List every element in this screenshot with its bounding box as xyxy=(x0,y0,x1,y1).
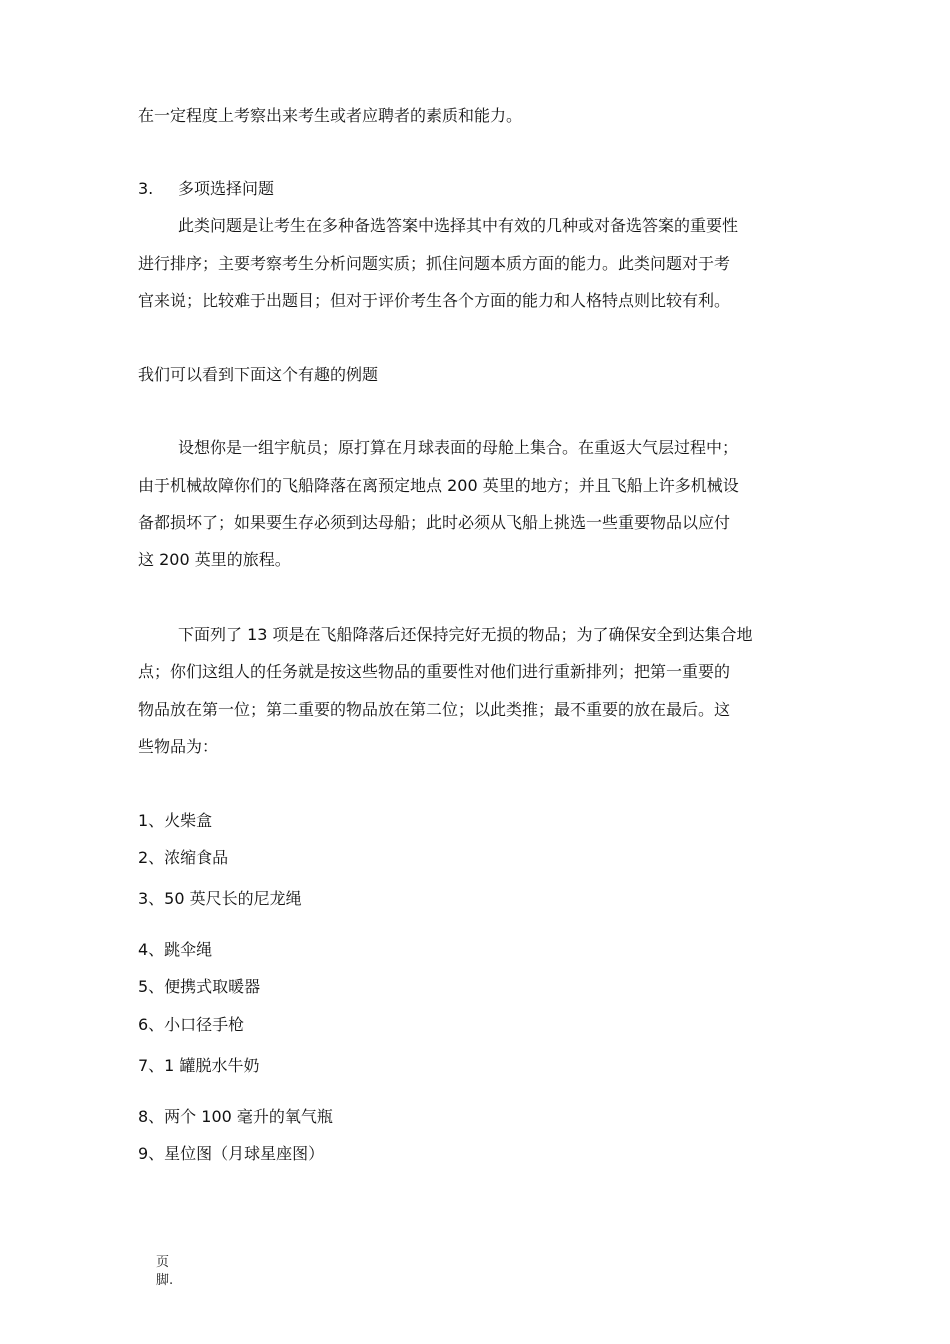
list-item: 6、小口径手枪 xyxy=(138,1015,245,1034)
section-para-line: 官来说；比较难于出题目；但对于评价考生各个方面的能力和人格特点则比较有利。 xyxy=(138,291,731,310)
list-item: 1、火柴盒 xyxy=(138,811,213,830)
scenario-line: 设想你是一组宇航员；原打算在月球表面的母舱上集合。在重返大气层过程中； xyxy=(178,438,739,457)
task-line: 些物品为： xyxy=(138,737,219,756)
footer-line: 页 xyxy=(156,1255,170,1270)
list-item: 4、跳伞绳 xyxy=(138,940,213,959)
scenario-line: 由于机械故障你们的飞船降落在离预定地点 200 英里的地方；并且飞船上许多机械设 xyxy=(138,476,739,495)
scenario-line: 这 200 英里的旅程。 xyxy=(138,550,291,569)
task-line: 物品放在第一位；第二重要的物品放在第二位；以此类推；最不重要的放在最后。这 xyxy=(138,700,731,719)
list-item: 3、50 英尺长的尼龙绳 xyxy=(138,889,302,908)
list-item: 5、便携式取暖器 xyxy=(138,977,261,996)
list-item: 7、1 罐脱水牛奶 xyxy=(138,1056,260,1075)
section-number: 3. xyxy=(138,179,154,198)
footer-line: 脚. xyxy=(156,1273,174,1288)
task-line: 下面列了 13 项是在飞船降落后还保持完好无损的物品；为了确保安全到达集合地 xyxy=(178,625,753,644)
task-line: 点；你们这组人的任务就是按这些物品的重要性对他们进行重新排列；把第一重要的 xyxy=(138,662,731,681)
intro-tail-text: 在一定程度上考察出来考生或者应聘者的素质和能力。 xyxy=(138,106,523,125)
list-item: 8、两个 100 毫升的氧气瓶 xyxy=(138,1107,333,1126)
example-intro-text: 我们可以看到下面这个有趣的例题 xyxy=(138,365,379,384)
section-para-line: 进行排序；主要考察考生分析问题实质；抓住问题本质方面的能力。此类问题对于考 xyxy=(138,254,731,273)
list-item: 9、星位图（月球星座图） xyxy=(138,1144,325,1163)
list-item: 2、浓缩食品 xyxy=(138,848,229,867)
section-title: 多项选择问题 xyxy=(178,179,275,198)
scenario-line: 备都损坏了；如果要生存必须到达母船；此时必须从飞船上挑选一些重要物品以应付 xyxy=(138,513,731,532)
section-para-line: 此类问题是让考生在多种备选答案中选择其中有效的几种或对备选答案的重要性 xyxy=(178,216,739,235)
